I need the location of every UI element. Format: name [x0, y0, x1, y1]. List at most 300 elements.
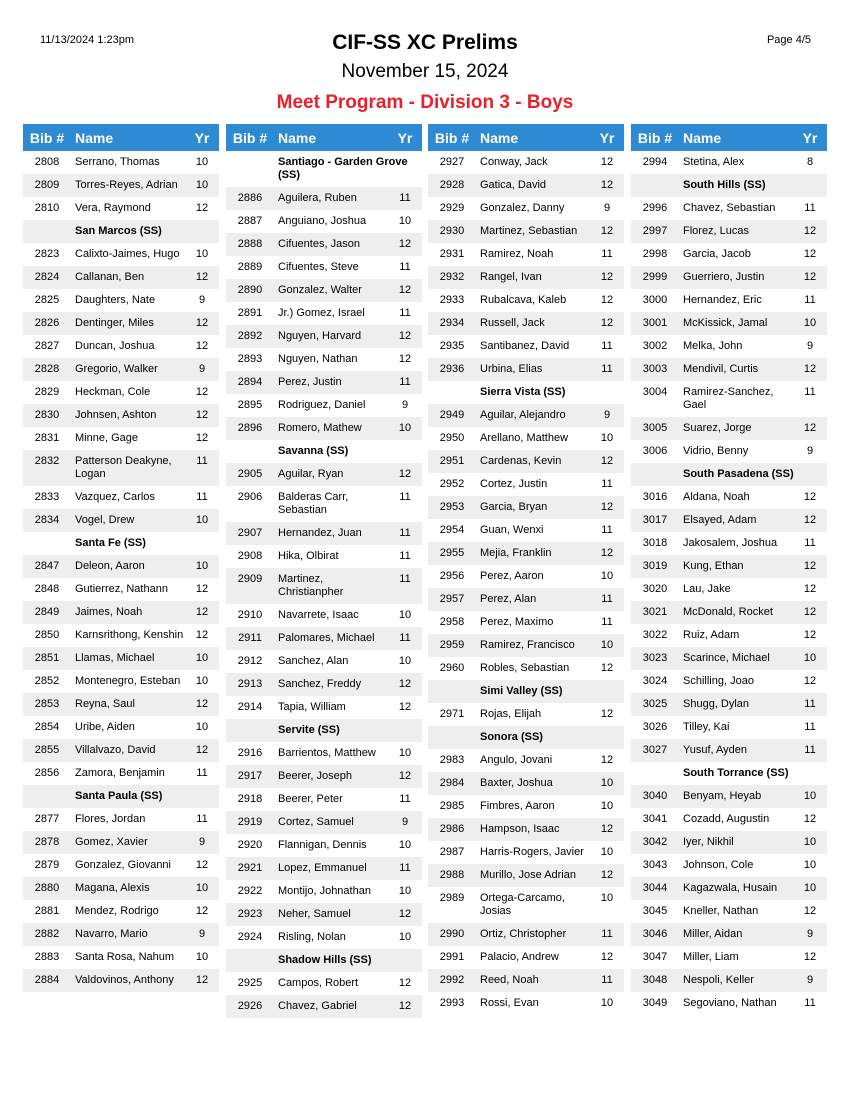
table-row: [428, 174, 624, 197]
grade-year: 8: [806, 156, 814, 168]
table-row: [226, 650, 422, 673]
bib-number: 2920: [237, 839, 263, 851]
table-row: [428, 243, 624, 266]
runner-name: Cozadd, Augustin: [683, 813, 770, 825]
grade-year: 10: [600, 639, 614, 651]
grade-year: 12: [600, 547, 614, 559]
table-row: [23, 693, 219, 716]
table-row: [631, 486, 827, 509]
bib-number: 2928: [439, 179, 465, 191]
runner-name: Florez, Lucas: [683, 225, 750, 237]
bib-number: 3003: [642, 363, 668, 375]
grade-year: 10: [398, 885, 412, 897]
runner-name: Cifuentes, Steve: [278, 261, 359, 273]
table-row: [23, 509, 219, 532]
grade-year: 12: [600, 951, 614, 963]
grade-year: 10: [398, 839, 412, 851]
table-row: [23, 969, 219, 992]
table-row: [428, 749, 624, 772]
bib-number: 2893: [237, 353, 263, 365]
runner-name: Neher, Samuel: [278, 908, 351, 920]
runner-name: Patterson Deakyne, Logan: [75, 455, 172, 480]
bib-number: 2831: [34, 432, 60, 444]
bib-number: 2828: [34, 363, 60, 375]
bib-number: 3041: [642, 813, 668, 825]
table-row: [226, 187, 422, 210]
grade-year: 11: [601, 340, 613, 352]
table-row: [226, 279, 422, 302]
table-row: [23, 624, 219, 647]
runner-name: Flores, Jordan: [75, 813, 146, 825]
bib-number: 2833: [34, 491, 60, 503]
grade-year: 11: [601, 616, 613, 628]
bib-number: 3045: [642, 905, 668, 917]
runner-name: Gatica, David: [480, 179, 547, 191]
school-row: [226, 440, 422, 463]
grade-year: 10: [803, 790, 817, 802]
table-row: [23, 358, 219, 381]
grade-year: 9: [198, 928, 206, 940]
runner-name: Duncan, Joshua: [75, 340, 155, 352]
grade-year: 10: [195, 652, 209, 664]
runner-name: Navarrete, Isaac: [278, 609, 359, 621]
table-row: [428, 703, 624, 726]
school-row: [23, 220, 219, 243]
table-row: [226, 348, 422, 371]
school-row: [631, 174, 827, 197]
runner-name: Mendivil, Curtis: [683, 363, 759, 375]
runner-name: Shugg, Dylan: [683, 698, 750, 710]
table-row: [631, 509, 827, 532]
bib-number: 2829: [34, 386, 60, 398]
grade-year: 10: [398, 215, 412, 227]
grade-year: 10: [600, 846, 614, 858]
runner-name: Gonzalez, Walter: [278, 284, 362, 296]
table-row: [23, 312, 219, 335]
runner-name: McDonald, Rocket: [683, 606, 773, 618]
school-row: [226, 719, 422, 742]
bib-number: 2994: [642, 156, 668, 168]
grade-year: 11: [601, 593, 613, 605]
runner-name: Urbina, Elias: [480, 363, 543, 375]
grade-year: 11: [399, 192, 411, 204]
table-header: [631, 124, 827, 151]
runner-name: Martinez, Christianpher: [278, 573, 344, 598]
table-row: [428, 818, 624, 841]
table-row: [226, 486, 422, 522]
runner-name: Melka, John: [683, 340, 743, 352]
table-row: [23, 197, 219, 220]
bib-number: 2936: [439, 363, 465, 375]
runner-name: Santibanez, David: [480, 340, 570, 352]
grade-year: 10: [195, 179, 209, 191]
bib-number: 2824: [34, 271, 60, 283]
bib-number: 3047: [642, 951, 668, 963]
bib-number: 2954: [439, 524, 465, 536]
grade-year: 12: [195, 905, 209, 917]
table-row: [631, 578, 827, 601]
runner-name: Tilley, Kai: [683, 721, 730, 733]
table-row: [631, 647, 827, 670]
table-row: [428, 588, 624, 611]
table-row: [23, 578, 219, 601]
runner-name: Aldana, Noah: [683, 491, 750, 503]
runner-name: Gutierrez, Nathann: [75, 583, 168, 595]
bib-number: 2906: [237, 491, 263, 503]
table-row: [226, 880, 422, 903]
runner-name: Navarro, Mario: [75, 928, 148, 940]
bib-number: 3044: [642, 882, 668, 894]
bib-number: 3004: [642, 386, 668, 398]
grade-year: 12: [195, 409, 209, 421]
table-row: [428, 197, 624, 220]
table-row: [631, 877, 827, 900]
grade-year: 12: [803, 951, 817, 963]
runner-name: Kagazwala, Husain: [683, 882, 778, 894]
bib-number: 2854: [34, 721, 60, 733]
grade-year: 12: [600, 455, 614, 467]
grade-year: 12: [398, 678, 412, 690]
table-row: [428, 923, 624, 946]
grade-year: 11: [804, 744, 816, 756]
grade-year: 10: [195, 248, 209, 260]
bib-number: 2924: [237, 931, 263, 943]
runner-name: Cortez, Justin: [480, 478, 548, 490]
runner-name: Nguyen, Nathan: [278, 353, 358, 365]
bib-number: 2952: [439, 478, 465, 490]
table-row: [226, 568, 422, 604]
bib-number: 2971: [439, 708, 465, 720]
grade-year: 9: [198, 836, 206, 848]
grade-year: 11: [399, 307, 411, 319]
runner-name: Cortez, Samuel: [278, 816, 354, 828]
runner-name: Suarez, Jorge: [683, 422, 752, 434]
school-name: Sierra Vista (SS): [480, 386, 566, 398]
table-row: [631, 808, 827, 831]
runner-name: Miller, Aidan: [683, 928, 743, 940]
grade-year: 12: [398, 977, 412, 989]
runner-name: Jaimes, Noah: [75, 606, 143, 618]
grade-year: 10: [398, 609, 412, 621]
bib-number: 2809: [34, 179, 60, 191]
grade-year: 9: [603, 202, 611, 214]
table-row: [23, 762, 219, 785]
bib-number: 3019: [642, 560, 668, 572]
bib-number: 2907: [237, 527, 263, 539]
table-row: [631, 624, 827, 647]
table-row: [23, 670, 219, 693]
grade-year: 10: [803, 859, 817, 871]
table-row: [428, 404, 624, 427]
bib-number: 3023: [642, 652, 668, 664]
bib-number: 3027: [642, 744, 668, 756]
grade-year: 12: [600, 501, 614, 513]
table-row: [428, 969, 624, 992]
grade-year: 11: [399, 527, 411, 539]
bib-number: 2911: [238, 632, 262, 644]
runner-name: Nespoli, Keller: [683, 974, 754, 986]
bib-number: 3000: [642, 294, 668, 306]
table-row: [631, 197, 827, 220]
school-name: San Marcos (SS): [75, 225, 162, 237]
table-row: [226, 857, 422, 880]
grade-year: 11: [601, 524, 613, 536]
table-row: [631, 220, 827, 243]
header-name: Name: [683, 129, 722, 146]
bib-number: 2909: [237, 573, 263, 585]
table-row: [23, 450, 219, 486]
bib-number: 2808: [34, 156, 60, 168]
grade-year: 10: [600, 432, 614, 444]
table-row: [23, 831, 219, 854]
runner-name: Calixto-Jaimes, Hugo: [75, 248, 180, 260]
school-name: Santa Paula (SS): [75, 790, 163, 802]
table-row: [226, 696, 422, 719]
runner-name: Gomez, Xavier: [75, 836, 148, 848]
runner-name: Arellano, Matthew: [480, 432, 569, 444]
bib-number: 2985: [439, 800, 465, 812]
table-row: [428, 992, 624, 1015]
bib-number: 3024: [642, 675, 668, 687]
bib-number: 2827: [34, 340, 60, 352]
runner-name: Jr.) Gomez, Israel: [278, 307, 365, 319]
runner-name: Aguilera, Ruben: [278, 192, 357, 204]
bib-number: 2991: [439, 951, 465, 963]
grade-year: 11: [196, 455, 208, 467]
runner-name: Santa Rosa, Nahum: [75, 951, 175, 963]
grade-year: 12: [398, 330, 412, 342]
bib-number: 2896: [237, 422, 263, 434]
table-row: [23, 243, 219, 266]
runner-name: McKissick, Jamal: [683, 317, 768, 329]
school-name: Simi Valley (SS): [480, 685, 563, 697]
grade-year: 12: [600, 294, 614, 306]
runner-name: Fimbres, Aaron: [480, 800, 555, 812]
bib-number: 2931: [439, 248, 465, 260]
grade-year: 11: [601, 928, 613, 940]
bib-number: 2880: [34, 882, 60, 894]
school-name: South Pasadena (SS): [683, 468, 794, 480]
grade-year: 11: [196, 813, 208, 825]
school-row: [631, 762, 827, 785]
runner-name: Sanchez, Alan: [278, 655, 349, 667]
grade-year: 10: [803, 882, 817, 894]
table-row: [428, 151, 624, 174]
table-row: [428, 266, 624, 289]
school-row: [226, 151, 422, 187]
runner-name: Minne, Gage: [75, 432, 138, 444]
column-1: [23, 124, 219, 992]
bib-number: 3016: [642, 491, 668, 503]
grade-year: 10: [195, 882, 209, 894]
table-row: [23, 381, 219, 404]
grade-year: 11: [399, 793, 411, 805]
grade-year: 12: [803, 514, 817, 526]
runner-name: Cardenas, Kevin: [480, 455, 562, 467]
runner-name: Guerriero, Justin: [683, 271, 765, 283]
runner-name: Gonzalez, Danny: [480, 202, 565, 214]
grade-year: 12: [803, 248, 817, 260]
table-row: [631, 601, 827, 624]
table-row: [23, 854, 219, 877]
runner-name: Johnson, Cole: [683, 859, 754, 871]
runner-name: Aguilar, Alejandro: [480, 409, 566, 421]
bib-number: 2825: [34, 294, 60, 306]
runner-name: Reed, Noah: [480, 974, 539, 986]
grade-year: 12: [803, 422, 817, 434]
school-name: Sonora (SS): [480, 731, 543, 743]
school-row: [428, 726, 624, 749]
runner-name: Flannigan, Dennis: [278, 839, 367, 851]
table-row: [631, 785, 827, 808]
runner-name: Montijo, Johnathan: [278, 885, 371, 897]
runner-name: Deleon, Aaron: [75, 560, 145, 572]
table-row: [428, 542, 624, 565]
table-row: [23, 404, 219, 427]
table-row: [631, 266, 827, 289]
runner-name: Elsayed, Adam: [683, 514, 757, 526]
runner-name: Beerer, Joseph: [278, 770, 352, 782]
runner-name: Martinez, Sebastian: [480, 225, 578, 237]
bib-number: 2989: [439, 892, 465, 904]
table-row: [428, 772, 624, 795]
table-row: [23, 151, 219, 174]
bib-number: 2917: [237, 770, 263, 782]
grade-year: 12: [398, 353, 412, 365]
table-row: [428, 841, 624, 864]
table-row: [631, 693, 827, 716]
table-row: [428, 496, 624, 519]
runner-name: Valdovinos, Anthony: [75, 974, 174, 986]
runner-name: Barrientos, Matthew: [278, 747, 376, 759]
table-row: [631, 312, 827, 335]
runner-name: Rodriguez, Daniel: [278, 399, 366, 411]
bib-number: 2957: [439, 593, 465, 605]
runner-name: Daughters, Nate: [75, 294, 156, 306]
bib-number: 3042: [642, 836, 668, 848]
grade-year: 11: [804, 997, 816, 1009]
grade-year: 9: [401, 816, 409, 828]
page-subtitle: Meet Program - Division 3 - Boys: [276, 92, 574, 113]
grade-year: 11: [601, 363, 613, 375]
grade-year: 12: [195, 974, 209, 986]
grade-year: 12: [600, 271, 614, 283]
grade-year: 10: [803, 836, 817, 848]
runner-name: Benyam, Heyab: [683, 790, 762, 802]
table-row: [23, 900, 219, 923]
grade-year: 12: [195, 859, 209, 871]
grade-year: 11: [399, 376, 411, 388]
bib-number: 2850: [34, 629, 60, 641]
grade-year: 10: [803, 652, 817, 664]
table-row: [428, 634, 624, 657]
grade-year: 12: [398, 238, 412, 250]
table-row: [226, 972, 422, 995]
bib-number: 2929: [439, 202, 465, 214]
bib-number: 2956: [439, 570, 465, 582]
bib-number: 2923: [237, 908, 263, 920]
bib-number: 2892: [237, 330, 263, 342]
table-row: [226, 325, 422, 348]
grade-year: 12: [600, 317, 614, 329]
table-row: [428, 220, 624, 243]
bib-number: 2879: [34, 859, 60, 871]
runner-name: Scarince, Michael: [683, 652, 770, 664]
grade-year: 10: [195, 514, 209, 526]
bib-number: 3018: [642, 537, 668, 549]
school-name: Servite (SS): [278, 724, 340, 736]
bib-number: 2834: [34, 514, 60, 526]
runner-name: Perez, Maximo: [480, 616, 554, 628]
bib-number: 2852: [34, 675, 60, 687]
grade-year: 11: [804, 698, 816, 710]
grade-year: 10: [195, 560, 209, 572]
runner-name: Guan, Wenxi: [480, 524, 544, 536]
bib-number: 2905: [237, 468, 263, 480]
table-row: [428, 887, 624, 923]
runner-name: Angulo, Jovani: [480, 754, 553, 766]
table-row: [428, 611, 624, 634]
runner-name: Vogel, Drew: [75, 514, 135, 526]
grade-year: 11: [804, 294, 816, 306]
runner-name: Robles, Sebastian: [480, 662, 570, 674]
table-row: [226, 834, 422, 857]
bib-number: 2997: [642, 225, 668, 237]
runner-name: Ramirez-Sanchez, Gael: [683, 386, 774, 411]
runner-name: Ramirez, Francisco: [480, 639, 575, 651]
grade-year: 11: [399, 550, 411, 562]
grade-year: 12: [195, 698, 209, 710]
table-row: [631, 670, 827, 693]
runner-name: Baxter, Joshua: [480, 777, 553, 789]
bib-number: 2894: [237, 376, 263, 388]
grade-year: 10: [600, 800, 614, 812]
grade-year: 12: [803, 363, 817, 375]
runner-name: Villalvazo, David: [75, 744, 156, 756]
school-row: [428, 381, 624, 404]
grade-year: 9: [401, 399, 409, 411]
runner-name: Beerer, Peter: [278, 793, 343, 805]
bib-number: 2918: [237, 793, 263, 805]
runner-name: Hernandez, Juan: [278, 527, 362, 539]
page-title: CIF-SS XC Prelims: [332, 31, 518, 54]
grade-year: 12: [803, 813, 817, 825]
runner-name: Chavez, Sebastian: [683, 202, 776, 214]
school-row: [226, 949, 422, 972]
grade-year: 10: [600, 570, 614, 582]
runner-name: Ramirez, Noah: [480, 248, 554, 260]
header-name: Name: [278, 129, 317, 146]
table-row: [428, 289, 624, 312]
table-row: [631, 532, 827, 555]
grade-year: 11: [804, 386, 816, 398]
table-row: [226, 417, 422, 440]
table-row: [631, 289, 827, 312]
bib-number: 2987: [439, 846, 465, 858]
runner-name: Yusuf, Ayden: [683, 744, 748, 756]
runner-name: Segoviano, Nathan: [683, 997, 777, 1009]
runner-name: Johnsen, Ashton: [75, 409, 157, 421]
bib-number: 2950: [439, 432, 465, 444]
table-row: [23, 808, 219, 831]
table-row: [428, 864, 624, 887]
bib-number: 2912: [237, 655, 263, 667]
column-3: [428, 124, 624, 1015]
runner-name: Miller, Liam: [683, 951, 739, 963]
table-row: [226, 371, 422, 394]
runner-name: Vera, Raymond: [75, 202, 151, 214]
runner-name: Chavez, Gabriel: [278, 1000, 357, 1012]
